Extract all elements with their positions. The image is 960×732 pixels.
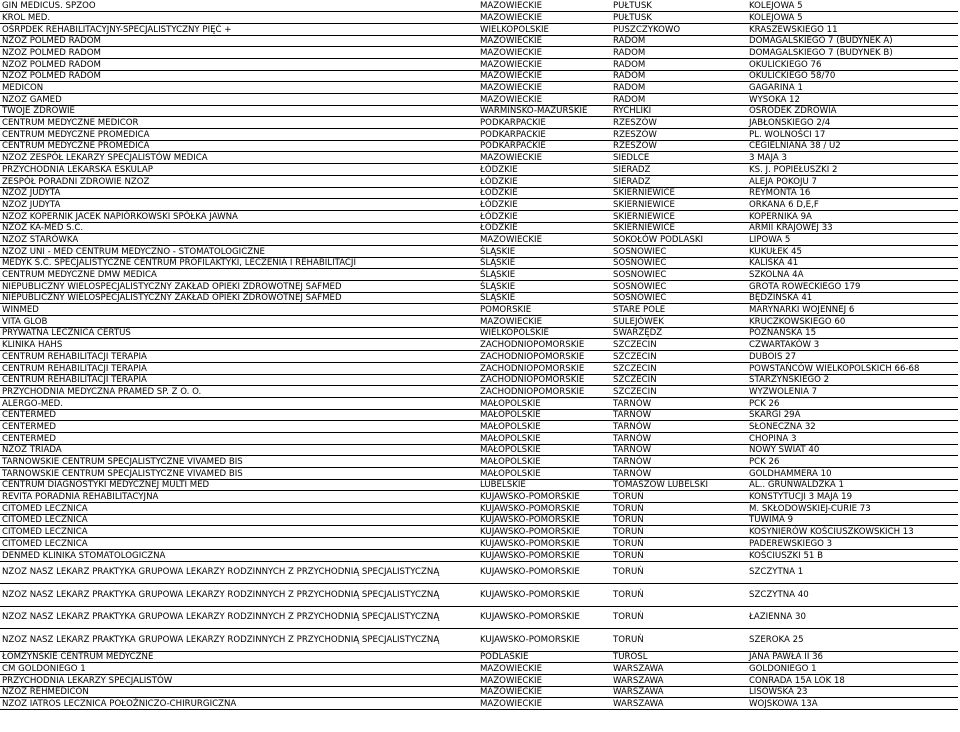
voivodeship-cell: POMORSKIE	[478, 304, 611, 316]
city-cell: TORUŃ	[611, 606, 747, 629]
table-row	[0, 292, 958, 304]
facility-name-cell: NZOZ KA-MED S.C.	[0, 222, 478, 234]
facility-name-cell: CENTRUM MEDYCZNE MEDICOR	[0, 117, 478, 129]
table-row	[0, 362, 958, 374]
voivodeship-cell: KUJAWSKO-POMORSKIE	[478, 514, 611, 526]
facility-name-cell: CENTRUM MEDYCZNE PROMEDICA	[0, 129, 478, 141]
table-row	[0, 339, 958, 351]
city-cell: TORUŃ	[611, 503, 747, 515]
address-cell: KUKUŁEK 45	[747, 245, 958, 257]
city-cell: SOSNOWIEC	[611, 257, 747, 269]
table-row	[0, 698, 958, 710]
voivodeship-cell: WARMIŃSKO-MAZURSKIE	[478, 105, 611, 117]
address-cell: WYSOKA 12	[747, 94, 958, 106]
voivodeship-cell: MAŁOPOLSKIE	[478, 409, 611, 421]
facility-name-cell: PRZYCHODNIA LEKARSKA ESKULAP	[0, 164, 478, 176]
facility-name-cell: CENTRUM REHABILITACJI TERAPIA	[0, 351, 478, 363]
voivodeship-cell: MAZOWIECKIE	[478, 316, 611, 328]
table-row	[0, 245, 958, 257]
city-cell: RZESZÓW	[611, 140, 747, 152]
facility-name-cell: NZOZ NASZ LEKARZ PRAKTYKA GRUPOWA LEKARZY RODZINNYCH Z PRZYCHODNIĄ SPECJALISTYCZNĄ	[0, 561, 478, 584]
city-cell: SZCZECIN	[611, 339, 747, 351]
facility-name-cell: VITA GLOB	[0, 316, 478, 328]
facility-name-cell: NZOZ REHMEDICON	[0, 686, 478, 698]
table-row	[0, 210, 958, 222]
voivodeship-cell: LUBELSKIE	[478, 479, 611, 491]
city-cell: SIERADZ	[611, 164, 747, 176]
voivodeship-cell: MAŁOPOLSKIE	[478, 397, 611, 409]
table-row	[0, 129, 958, 141]
city-cell: SKIERNIEWICE	[611, 222, 747, 234]
city-cell: SIEDLCE	[611, 152, 747, 164]
address-cell: SZCZYTNA 40	[747, 584, 958, 607]
city-cell: RZESZÓW	[611, 129, 747, 141]
voivodeship-cell: KUJAWSKO-POMORSKIE	[478, 629, 611, 652]
voivodeship-cell: MAŁOPOLSKIE	[478, 432, 611, 444]
address-cell: WOJSKOWA 13A	[747, 698, 958, 710]
voivodeship-cell: ŁÓDZKIE	[478, 175, 611, 187]
address-cell: ALEJA POKOJU 7	[747, 175, 958, 187]
table-row	[0, 199, 958, 211]
address-cell: GAGARINA 1	[747, 82, 958, 94]
voivodeship-cell: ZACHODNIOPOMORSKIE	[478, 339, 611, 351]
facility-name-cell: CITOMED LECZNICA	[0, 538, 478, 550]
address-cell: TUWIMA 9	[747, 514, 958, 526]
address-cell: ŁAZIENNA 30	[747, 606, 958, 629]
facility-name-cell: MEDICON	[0, 82, 478, 94]
address-cell: ORKANA 6 D,E,F	[747, 199, 958, 211]
table-row	[0, 663, 958, 675]
table-row	[0, 421, 958, 433]
voivodeship-cell: MAZOWIECKIE	[478, 698, 611, 710]
facility-name-cell: ALERGO-MED.	[0, 397, 478, 409]
address-cell: REYMONTA 16	[747, 187, 958, 199]
voivodeship-cell: KUJAWSKO-POMORSKIE	[478, 549, 611, 561]
city-cell: PUŁTUSK	[611, 0, 747, 12]
voivodeship-cell: ŁÓDZKIE	[478, 164, 611, 176]
address-cell: OKULICKIEGO 58/70	[747, 70, 958, 82]
table-row	[0, 629, 958, 652]
table-row	[0, 456, 958, 468]
city-cell: TORUŃ	[611, 491, 747, 503]
address-cell: CZWARTAKÓW 3	[747, 339, 958, 351]
facility-name-cell: NZOZ JUDYTA	[0, 187, 478, 199]
facility-name-cell: KLINIKA HAHS	[0, 339, 478, 351]
voivodeship-cell: MAZOWIECKIE	[478, 0, 611, 12]
address-cell: SZEROKA 25	[747, 629, 958, 652]
facility-name-cell: KROL MED.	[0, 12, 478, 24]
facility-name-cell: NZOZ STARÓWKA	[0, 234, 478, 246]
facility-name-cell: NZOZ ZESPÓŁ LEKARZY SPECJALISTÓW MEDICA	[0, 152, 478, 164]
city-cell: SOSNOWIEC	[611, 292, 747, 304]
table-row	[0, 23, 958, 35]
voivodeship-cell: ŁÓDZKIE	[478, 187, 611, 199]
table-row	[0, 374, 958, 386]
address-cell: DOMAGALSKIEGO 7 (BUDYNEK A)	[747, 35, 958, 47]
city-cell: TORUŃ	[611, 584, 747, 607]
table-row	[0, 386, 958, 398]
voivodeship-cell: ZACHODNIOPOMORSKIE	[478, 362, 611, 374]
city-cell: WARSZAWA	[611, 686, 747, 698]
facility-name-cell: WINMED	[0, 304, 478, 316]
facility-name-cell: NZOZ GAMED	[0, 94, 478, 106]
facility-name-cell: NZOZ JUDYTA	[0, 199, 478, 211]
address-cell: CHOPINA 3	[747, 432, 958, 444]
address-cell: PCK 26	[747, 397, 958, 409]
table-row	[0, 606, 958, 629]
address-cell: OKULICKIEGO 76	[747, 58, 958, 70]
voivodeship-cell: ŚLĄSKIE	[478, 292, 611, 304]
table-row	[0, 94, 958, 106]
city-cell: RADOM	[611, 82, 747, 94]
voivodeship-cell: PODKARPACKIE	[478, 129, 611, 141]
voivodeship-cell: MAZOWIECKIE	[478, 12, 611, 24]
table-row	[0, 117, 958, 129]
voivodeship-cell: KUJAWSKO-POMORSKIE	[478, 606, 611, 629]
facility-name-cell: ZESPÓŁ PORADNI ZDROWIE NZOZ	[0, 175, 478, 187]
facility-name-cell: CITOMED LECZNICA	[0, 514, 478, 526]
facility-name-cell: CM GOLDONIEGO 1	[0, 663, 478, 675]
address-cell: KRUCZKOWSKIEGO 60	[747, 316, 958, 328]
table-row	[0, 304, 958, 316]
city-cell: TORUŃ	[611, 526, 747, 538]
voivodeship-cell: MAZOWIECKIE	[478, 663, 611, 675]
table-row	[0, 281, 958, 293]
address-cell: SŁONECZNA 32	[747, 421, 958, 433]
voivodeship-cell: KUJAWSKO-POMORSKIE	[478, 561, 611, 584]
city-cell: SKIERNIEWICE	[611, 199, 747, 211]
table-row	[0, 351, 958, 363]
facility-name-cell: PRYWATNA LECZNICA CERTUS	[0, 327, 478, 339]
address-cell: MARYNARKI WOJENNEJ 6	[747, 304, 958, 316]
facility-name-cell: TARNOWSKIE CENTRUM SPECJALISTYCZNE VIVAMED BIS	[0, 468, 478, 480]
table-row	[0, 479, 958, 491]
table-row	[0, 651, 958, 663]
table-row	[0, 491, 958, 503]
facility-name-cell: NZOZ POLMED RADOM	[0, 35, 478, 47]
address-cell: KONSTYTUCJI 3 MAJA 19	[747, 491, 958, 503]
table-row	[0, 269, 958, 281]
address-cell: KOŚCIUSZKI 51 B	[747, 549, 958, 561]
address-cell: OŚRODEK ZDROWIA	[747, 105, 958, 117]
address-cell: M. SKŁODOWSKIEJ-CURIE 73	[747, 503, 958, 515]
facility-name-cell: TWOJE ZDROWIE	[0, 105, 478, 117]
address-cell: LIPOWA 5	[747, 234, 958, 246]
table-row	[0, 257, 958, 269]
voivodeship-cell: MAŁOPOLSKIE	[478, 421, 611, 433]
table-row	[0, 222, 958, 234]
address-cell: JANA PAWŁA II 36	[747, 651, 958, 663]
city-cell: TUROŚL	[611, 651, 747, 663]
voivodeship-cell: MAZOWIECKIE	[478, 58, 611, 70]
table-row	[0, 549, 958, 561]
address-cell: KOLEJOWA 5	[747, 12, 958, 24]
table-row	[0, 70, 958, 82]
address-cell: DUBOIS 27	[747, 351, 958, 363]
table-row	[0, 432, 958, 444]
voivodeship-cell: MAŁOPOLSKIE	[478, 468, 611, 480]
table-row	[0, 397, 958, 409]
facility-name-cell: NZOZ IATROS LECZNICA POŁOŻNICZO-CHIRURGICZNA	[0, 698, 478, 710]
voivodeship-cell: ZACHODNIOPOMORSKIE	[478, 386, 611, 398]
table-row	[0, 82, 958, 94]
city-cell: SULEJÓWEK	[611, 316, 747, 328]
city-cell: SOSNOWIEC	[611, 281, 747, 293]
voivodeship-cell: PODKARPACKIE	[478, 117, 611, 129]
city-cell: TOMASZÓW LUBELSKI	[611, 479, 747, 491]
table-row	[0, 503, 958, 515]
voivodeship-cell: WIELKOPOLSKIE	[478, 327, 611, 339]
table-row	[0, 164, 958, 176]
facility-name-cell: NZOZ NASZ LEKARZ PRAKTYKA GRUPOWA LEKARZY RODZINNYCH Z PRZYCHODNIĄ SPECJALISTYCZNĄ	[0, 584, 478, 607]
city-cell: TARNÓW	[611, 409, 747, 421]
city-cell: RADOM	[611, 58, 747, 70]
city-cell: RADOM	[611, 70, 747, 82]
facility-name-cell: MEDYK S.C. SPECJALISTYCZNE CENTRUM PROFILAKTYKI, LECZENIA I REHABILITACJI	[0, 257, 478, 269]
city-cell: TORUŃ	[611, 538, 747, 550]
voivodeship-cell: KUJAWSKO-POMORSKIE	[478, 503, 611, 515]
table-row	[0, 327, 958, 339]
address-cell: PADEREWSKIEGO 3	[747, 538, 958, 550]
facility-name-cell: TARNOWSKIE CENTRUM SPECJALISTYCZNE VIVAMED BIS	[0, 456, 478, 468]
city-cell: RADOM	[611, 94, 747, 106]
city-cell: TARNÓW	[611, 421, 747, 433]
table-row	[0, 152, 958, 164]
voivodeship-cell: MAZOWIECKIE	[478, 94, 611, 106]
table-row	[0, 58, 958, 70]
facility-name-cell: CENTRUM MEDYCZNE PROMEDICA	[0, 140, 478, 152]
facility-name-cell: NZOZ TRIADA	[0, 444, 478, 456]
voivodeship-cell: MAZOWIECKIE	[478, 152, 611, 164]
voivodeship-cell: ŁÓDZKIE	[478, 222, 611, 234]
city-cell: RYCHLIKI	[611, 105, 747, 117]
city-cell: SOSNOWIEC	[611, 245, 747, 257]
voivodeship-cell: ZACHODNIOPOMORSKIE	[478, 351, 611, 363]
city-cell: TARNÓW	[611, 468, 747, 480]
address-cell: POZNAŃSKA 15	[747, 327, 958, 339]
voivodeship-cell: MAZOWIECKIE	[478, 686, 611, 698]
facility-name-cell: NZOZ POLMED RADOM	[0, 47, 478, 59]
city-cell: SKIERNIEWICE	[611, 187, 747, 199]
voivodeship-cell: ŚLĄSKIE	[478, 257, 611, 269]
address-cell: KS. J. POPIEŁUSZKI 2	[747, 164, 958, 176]
address-cell: JABŁOŃSKIEGO 2/4	[747, 117, 958, 129]
table-row	[0, 526, 958, 538]
address-cell: PCK 26	[747, 456, 958, 468]
facility-name-cell: CITOMED LECZNICA	[0, 503, 478, 515]
city-cell: TARNÓW	[611, 444, 747, 456]
address-cell: GOLDONIEGO 1	[747, 663, 958, 675]
address-cell: ARMII KRAJOWEJ 33	[747, 222, 958, 234]
address-cell: GROTA ROWECKIEGO 179	[747, 281, 958, 293]
address-cell: WYZWOLENIA 7	[747, 386, 958, 398]
facility-name-cell: ŁOMŻYŃSKIE CENTRUM MEDYCZNE	[0, 651, 478, 663]
address-cell: CONRADA 15A LOK 18	[747, 674, 958, 686]
voivodeship-cell: MAZOWIECKIE	[478, 35, 611, 47]
address-cell: LISOWSKA 23	[747, 686, 958, 698]
city-cell: SZCZECIN	[611, 362, 747, 374]
table-row	[0, 674, 958, 686]
table-row	[0, 409, 958, 421]
city-cell: SWARZĘDZ	[611, 327, 747, 339]
city-cell: TORUŃ	[611, 549, 747, 561]
voivodeship-cell: MAŁOPOLSKIE	[478, 444, 611, 456]
address-cell: CEGIELNIANA 38 / U2	[747, 140, 958, 152]
voivodeship-cell: ŁÓDZKIE	[478, 210, 611, 222]
facility-name-cell: CITOMED LECZNICA	[0, 526, 478, 538]
facility-name-cell: NIEPUBLICZNY WIELOSPECJALISTYCZNY ZAKŁAD OPIEKI ZDROWOTNEJ SAFMED	[0, 292, 478, 304]
table-row	[0, 584, 958, 607]
city-cell: STARE POLE	[611, 304, 747, 316]
city-cell: TARNÓW	[611, 432, 747, 444]
facility-name-cell: REVITA PORADNIA REHABILITACYJNA	[0, 491, 478, 503]
address-cell: KRASZEWSKIEGO 11	[747, 23, 958, 35]
facility-name-cell: NZOZ NASZ LEKARZ PRAKTYKA GRUPOWA LEKARZY RODZINNYCH Z PRZYCHODNIĄ SPECJALISTYCZNĄ	[0, 606, 478, 629]
voivodeship-cell: KUJAWSKO-POMORSKIE	[478, 538, 611, 550]
voivodeship-cell: PODKARPACKIE	[478, 140, 611, 152]
city-cell: SZCZECIN	[611, 374, 747, 386]
city-cell: SZCZECIN	[611, 351, 747, 363]
voivodeship-cell: MAZOWIECKIE	[478, 82, 611, 94]
city-cell: PUSZCZYKOWO	[611, 23, 747, 35]
voivodeship-cell: ZACHODNIOPOMORSKIE	[478, 374, 611, 386]
facility-name-cell: GIN MEDICUS. SPZOO	[0, 0, 478, 12]
facility-name-cell: PRZYCHODNIA MEDYCZNA PRAMED SP. Z O. O.	[0, 386, 478, 398]
voivodeship-cell: MAŁOPOLSKIE	[478, 456, 611, 468]
table-row	[0, 561, 958, 584]
address-cell: SZCZYTNA 1	[747, 561, 958, 584]
city-cell: SOSNOWIEC	[611, 269, 747, 281]
facility-name-cell: CENTERMED	[0, 421, 478, 433]
city-cell: SKIERNIEWICE	[611, 210, 747, 222]
city-cell: WARSZAWA	[611, 674, 747, 686]
address-cell: KALISKA 41	[747, 257, 958, 269]
table-row	[0, 140, 958, 152]
voivodeship-cell: KUJAWSKO-POMORSKIE	[478, 491, 611, 503]
city-cell: WARSZAWA	[611, 663, 747, 675]
voivodeship-cell: ŚLĄSKIE	[478, 281, 611, 293]
address-cell: STARZYŃSKIEGO 2	[747, 374, 958, 386]
facility-name-cell: NZOZ NASZ LEKARZ PRAKTYKA GRUPOWA LEKARZY RODZINNYCH Z PRZYCHODNIĄ SPECJALISTYCZNĄ	[0, 629, 478, 652]
facility-name-cell: NZOZ KOPERNIK JACEK NAPIÓRKOWSKI SPÓŁKA JAWNA	[0, 210, 478, 222]
city-cell: RADOM	[611, 47, 747, 59]
table-row	[0, 514, 958, 526]
voivodeship-cell: PODLASKIE	[478, 651, 611, 663]
city-cell: WARSZAWA	[611, 698, 747, 710]
facility-name-cell: NIEPUBLICZNY WIELOSPECJALISTYCZNY ZAKŁAD OPIEKI ZDROWOTNEJ SAFMED	[0, 281, 478, 293]
voivodeship-cell: MAZOWIECKIE	[478, 70, 611, 82]
table-row	[0, 187, 958, 199]
table-row	[0, 0, 958, 12]
voivodeship-cell: WIELKOPOLSKIE	[478, 23, 611, 35]
address-cell: GOLDHAMMERA 10	[747, 468, 958, 480]
voivodeship-cell: ŁÓDZKIE	[478, 199, 611, 211]
city-cell: RADOM	[611, 35, 747, 47]
voivodeship-cell: MAZOWIECKIE	[478, 47, 611, 59]
facility-name-cell: CENTRUM DIAGNOSTYKI MEDYCZNEJ MULTI MED	[0, 479, 478, 491]
address-cell: DOMAGALSKIEGO 7 (BUDYNEK B)	[747, 47, 958, 59]
city-cell: SOKOŁÓW PODLASKI	[611, 234, 747, 246]
address-cell: AL.. GRUNWALDZKA 1	[747, 479, 958, 491]
table-row	[0, 444, 958, 456]
address-cell: KOLEJOWA 5	[747, 0, 958, 12]
facility-name-cell: NZOZ UNI - MED CENTRUM MEDYCZNO - STOMATOLOGICZNE	[0, 245, 478, 257]
city-cell: TARNÓW	[611, 397, 747, 409]
voivodeship-cell: MAZOWIECKIE	[478, 674, 611, 686]
address-cell: POWSTAŃCÓW WIELKOPOLSKICH 66-68	[747, 362, 958, 374]
address-cell: NOWY ŚWIAT 40	[747, 444, 958, 456]
city-cell: TARNÓW	[611, 456, 747, 468]
city-cell: SZCZECIN	[611, 386, 747, 398]
voivodeship-cell: ŚLĄSKIE	[478, 269, 611, 281]
address-cell: 3 MAJA 3	[747, 152, 958, 164]
city-cell: TORUŃ	[611, 514, 747, 526]
table-row	[0, 35, 958, 47]
facility-name-cell: OŚRPDEK REHABILITACYJNY-SPECJALISTYCZNY PIĘĆ +	[0, 23, 478, 35]
city-cell: TORUŃ	[611, 561, 747, 584]
facility-name-cell: CENTERMED	[0, 432, 478, 444]
table-row	[0, 175, 958, 187]
facility-name-cell: CENTRUM REHABILITACJI TERAPIA	[0, 374, 478, 386]
table-row	[0, 12, 958, 24]
facility-name-cell: CENTRUM REHABILITACJI TERAPIA	[0, 362, 478, 374]
table-row	[0, 468, 958, 480]
facility-name-cell: CENTRUM MEDYCZNE DMW MEDICA	[0, 269, 478, 281]
city-cell: RZESZÓW	[611, 117, 747, 129]
facility-name-cell: DENMED KLINIKA STOMATOLOGICZNA	[0, 549, 478, 561]
address-cell: BĘDZIŃSKA 41	[747, 292, 958, 304]
table-row	[0, 316, 958, 328]
table-row	[0, 686, 958, 698]
address-cell: KOPERNIKA 9A	[747, 210, 958, 222]
city-cell: PUŁTUSK	[611, 12, 747, 24]
city-cell: SIERADZ	[611, 175, 747, 187]
facility-name-cell: NZOZ POLMED RADOM	[0, 70, 478, 82]
address-cell: SKARGI 29A	[747, 409, 958, 421]
address-cell: SZKOLNA 4A	[747, 269, 958, 281]
address-cell: KOSYNIERÓW KOŚCIUSZKOWSKICH 13	[747, 526, 958, 538]
facility-name-cell: PRZYCHODNIA LEKARZY SPECJALISTÓW	[0, 674, 478, 686]
voivodeship-cell: KUJAWSKO-POMORSKIE	[478, 526, 611, 538]
voivodeship-cell: ŚLĄSKIE	[478, 245, 611, 257]
address-cell: PL. WOLNOŚCI 17	[747, 129, 958, 141]
facility-name-cell: NZOZ POLMED RADOM	[0, 58, 478, 70]
voivodeship-cell: KUJAWSKO-POMORSKIE	[478, 584, 611, 607]
table-row	[0, 105, 958, 117]
table-row	[0, 47, 958, 59]
voivodeship-cell: MAZOWIECKIE	[478, 234, 611, 246]
city-cell: TORUŃ	[611, 629, 747, 652]
table-row	[0, 538, 958, 550]
table-row	[0, 234, 958, 246]
facility-name-cell: CENTERMED	[0, 409, 478, 421]
